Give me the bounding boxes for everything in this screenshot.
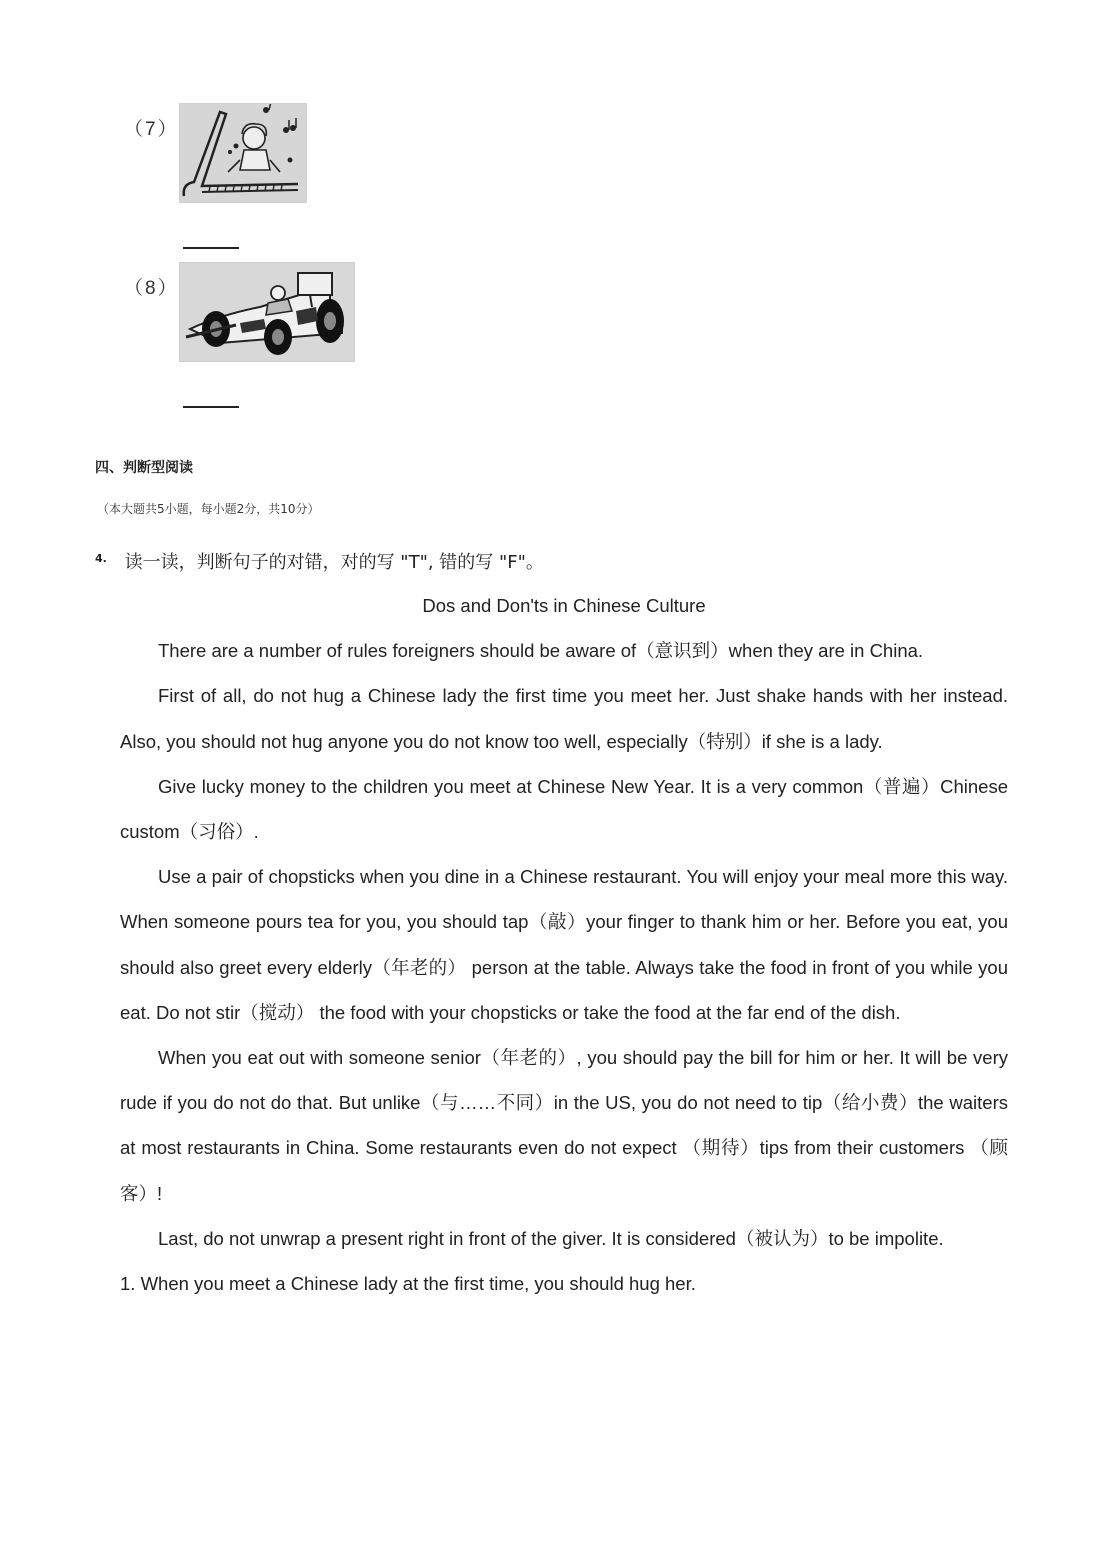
statement-1: 1. When you meet a Chinese lady at the first time, you should hug her. bbox=[120, 1273, 696, 1295]
passage-paragraph-3: Give lucky money to the children you meet at Chinese New Year. It is a very common（普遍）Chinese custom（习俗）. bbox=[120, 775, 1008, 843]
question-instruction: 读一读，判断句子的对错，对的写 "T", 错的写 "F"。 bbox=[124, 552, 544, 573]
passage-title: Dos and Don'ts in Chinese Culture bbox=[422, 595, 706, 616]
item-8-label: （8） bbox=[124, 278, 179, 299]
answer-blank-7[interactable] bbox=[183, 247, 239, 249]
answer-blank-8[interactable] bbox=[183, 406, 239, 408]
item-7-label: （7） bbox=[124, 119, 179, 140]
race-car-picture bbox=[179, 262, 355, 362]
reading-passage bbox=[120, 583, 1008, 1306]
question-heading bbox=[95, 548, 544, 574]
question-number: 4. bbox=[95, 552, 107, 565]
passage-paragraph-4: Use a pair of chopsticks when you dine in a Chinese restaurant. You will enjoy your meal more this way. When someone pours tea for you, you should tap（敲）your finger to thank him or her. Before you eat, you should also greet every elderly（年老的） person at the table. Always take the food in front of you while you eat. Do not stir（搅动） the food with your chopsticks or take the food at the far end of the dish. bbox=[120, 866, 1008, 1023]
race-car-drawing bbox=[180, 263, 354, 361]
passage-paragraph-5: When you eat out with someone senior（年老的）, you should pay the bill for him or her. It will be very rude if you do not do that. But unlike（与……不同）in the US, you do not need to tip（给小费）the waiters at most restaurants in China. Some restaurants even do not expect （期待）tips from their customers （顾客）! bbox=[120, 1047, 1008, 1204]
passage-paragraph-6: Last, do not unwrap a present right in front of the giver. It is considered（被认为）to be impolite. bbox=[158, 1227, 944, 1249]
passage-paragraph-1: There are a number of rules foreigners should be aware of（意识到）when they are in China. bbox=[158, 640, 924, 662]
piano-player-picture bbox=[179, 103, 307, 203]
section-title: 四、判断型阅读 bbox=[95, 460, 193, 476]
passage-paragraph-2: First of all, do not hug a Chinese lady the first time you meet her. Just shake hands with her instead. Also, you should not hug anyone you do not know too well, especially（特别）if she is a lady. bbox=[120, 685, 1008, 752]
piano-player-drawing bbox=[180, 104, 306, 202]
section-note: （本大题共5小题，每小题2分，共10分） bbox=[97, 502, 320, 516]
